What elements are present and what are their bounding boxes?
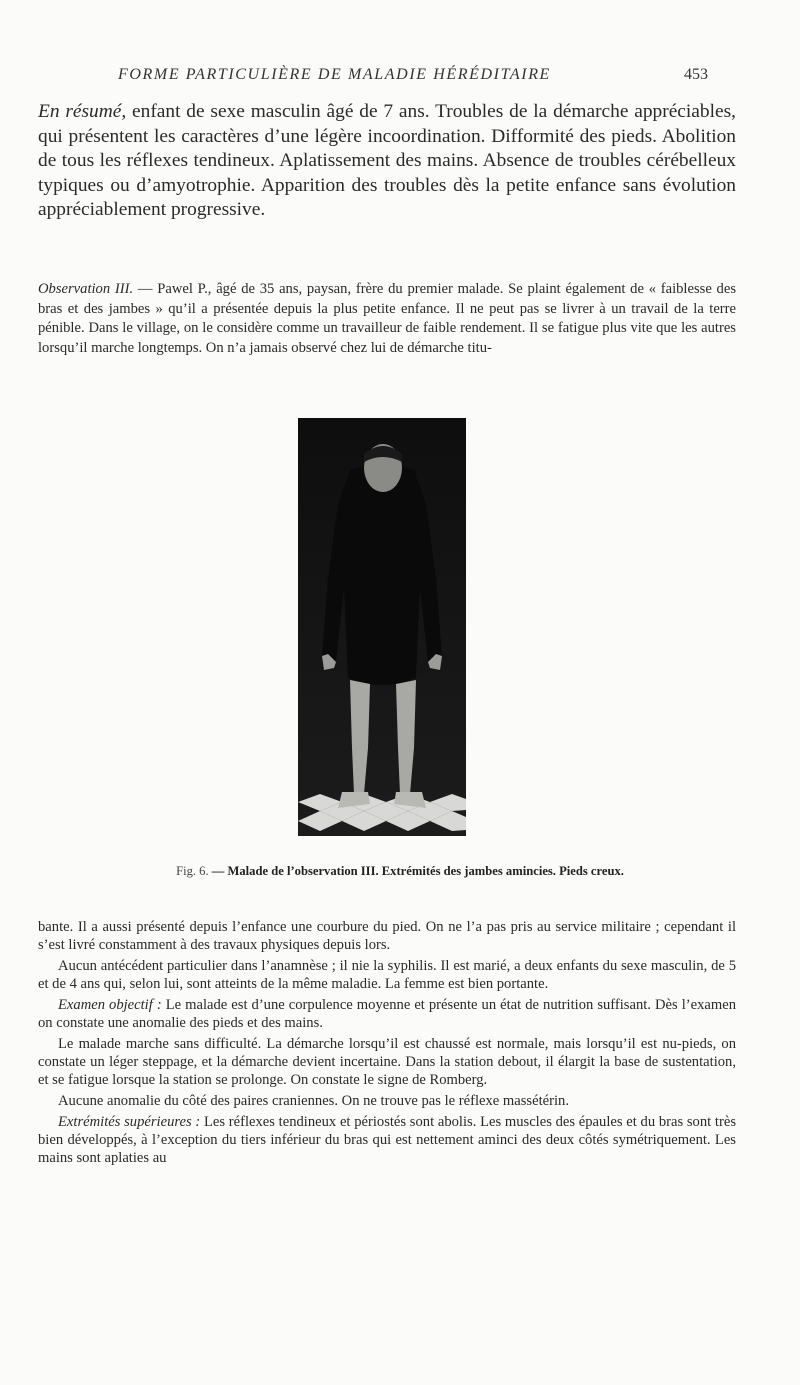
extremites-superieures-lead: Extrémités supérieures : [58, 1114, 201, 1130]
figure-caption [0, 864, 800, 879]
observation-text: — Pawel P., âgé de 35 ans, paysan, frère du premier malade. Se plaint également de « faiblesse des bras et des jambes » qu’il a présentée depuis la plus petite enfance. Il ne peut pas se livrer à un travail de la terre pénible. Dans le village, on le considère comme un travailleur de faible rendement. Il se fatigue plus vite que les autres lorsqu’il marche longtemps. On n’a jamais observé chez lui de démarche titu- [38, 281, 737, 356]
body-paragraph-5: Aucune anomalie du côté des paires craniennes. On ne trouve pas le réflexe massétérin. [58, 1093, 569, 1109]
observation-paragraph [38, 280, 736, 358]
summary-paragraph [38, 100, 736, 223]
photograph-illustration [298, 418, 466, 836]
examen-objectif-lead: Examen objectif : [58, 997, 162, 1013]
body-paragraph-3 [38, 996, 736, 1032]
page-number: 453 [684, 66, 708, 83]
running-header [0, 66, 800, 90]
body-paragraph-4: Le malade marche sans difficulté. La démarche lorsqu’il est chaussé est normale, mais lorsqu’il est nu-pieds, on constate un léger steppage, et la démarche devient incertaine. Dans la station debout, il élargit la base de sustentation, et se fatigue lorsque la station se prolonge. On constate le signe de Romberg. [38, 1036, 736, 1088]
body-paragraph-3-text: Le malade est d’une corpulence moyenne et présente un état de nutrition suffisant. Dès l’examen on constate une anomalie des pieds et des mains. [38, 997, 736, 1031]
summary-lead: En résumé, [38, 101, 127, 122]
figure-label: Fig. 6. [176, 864, 209, 878]
body-paragraph-1: bante. Il a aussi présenté depuis l’enfance une courbure du pied. On ne l’a pas pris au service militaire ; cependant il s’est livré constamment à des travaux physiques depuis lors. [38, 919, 736, 953]
body-paragraph-6 [38, 1113, 736, 1167]
body-paragraph-6-text: Les réflexes tendineux et périostés sont abolis. Les muscles des épaules et du bras sont très bien développés, à l’exception du tiers inférieur du bras qui est nettement aminci des deux côtés symétriquement. Les mains sont aplaties au [38, 1114, 736, 1166]
body-text [38, 918, 736, 1170]
body-paragraph-2: Aucun antécédent particulier dans l’anamnèse ; il nie la syphilis. Il est marié, a deux enfants du sexe masculin, de 5 et de 4 ans qui, selon lui, sont atteints de la même maladie. La femme est bien portante. [38, 958, 736, 992]
patient-photograph [298, 418, 466, 836]
summary-text: enfant de sexe masculin âgé de 7 ans. Troubles de la démarche appréciables, qui présentent les caractères d’une légère incoordination. Difformité des pieds. Abolition de tous les réflexes tendineux. Aplatissement des mains. Absence de troubles cérébelleux typiques ou d’amyotrophie. Apparition des troubles dès la petite enfance sans évolution appréciablement progressive. [38, 101, 736, 221]
figure-caption-text: — Malade de l’observation III. Extrémités des jambes amincies. Pieds creux. [208, 864, 624, 878]
observation-lead: Observation III. [38, 281, 134, 297]
running-title: FORME PARTICULIÈRE DE MALADIE HÉRÉDITAIRE [118, 66, 551, 83]
